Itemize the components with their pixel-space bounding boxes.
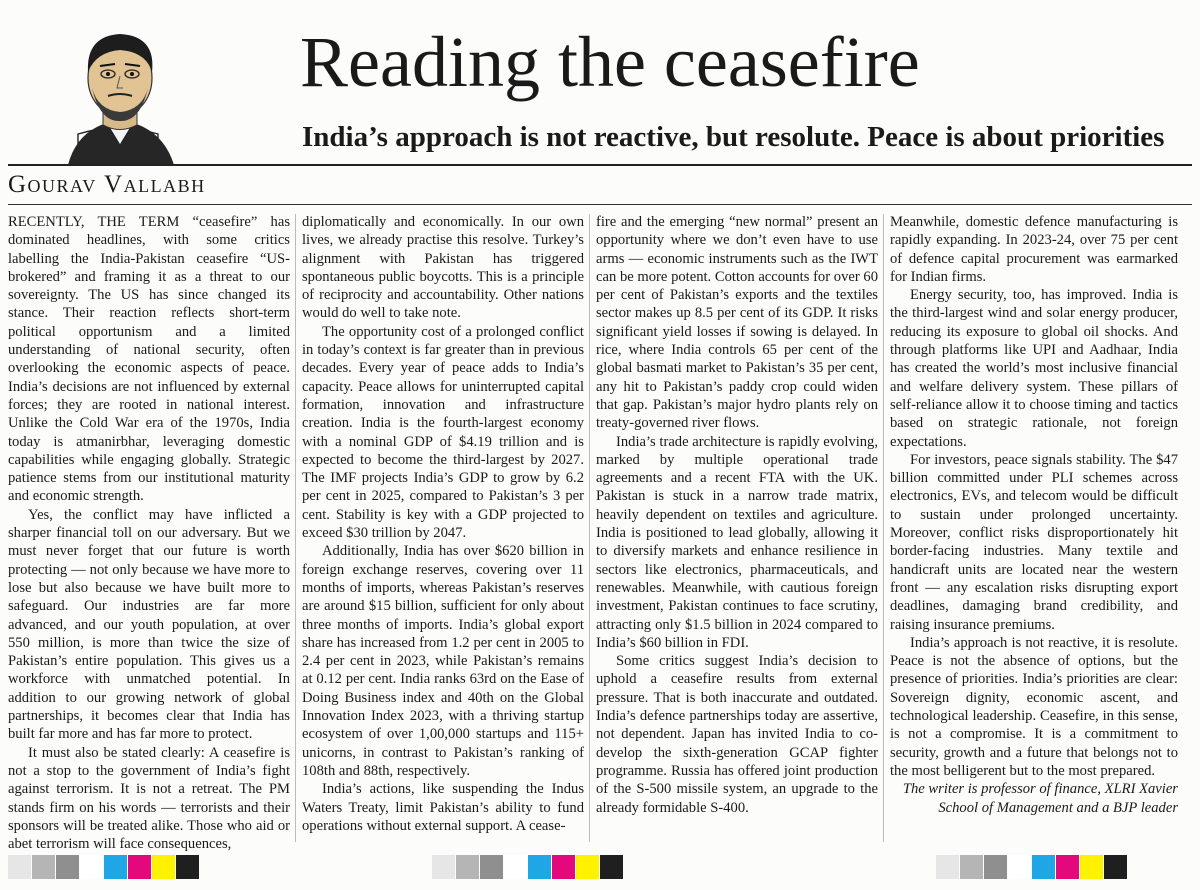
color-swatch	[1080, 855, 1103, 879]
color-swatch	[528, 855, 551, 879]
color-swatch	[984, 855, 1007, 879]
author-portrait-illustration	[8, 22, 233, 165]
paragraph: Additionally, India has over $620 billion in foreign exchange reserves, covering over 11 months of imports, whereas Pakistan’s reserves are around $15 billion, sufficient for only about three months of imports. India’s global export share has increased from 1.2 per cent in 2005 to 2.4 per cent in 2023, while Pakistan’s remains at 0.12 per cent. India ranks 63rd on the Ease of Doing Business index and 40th on the Global Innovation Index 2023, with a thriving startup ecosystem of over 1,00,000 startups and 115+ unicorns, in contrast to Pakistan’s ranking of 108th and 88th, respectively.	[302, 543, 584, 779]
author-credit: The writer is professor of finance, XLRI Xavier School of Management and a BJP leader	[902, 781, 1178, 816]
paragraph: Some critics suggest India’s decision to uphold a ceasefire results from external pressure. That is both inaccurate and outdated. India’s defence partnerships today are assertive, not dependent. Japan has invited India to co-develop the sixth-generation GCAP fighter programme. Russia has offered joint production of the S-500 missile system, an upgrade to the already formidable S-400.	[596, 653, 878, 816]
color-swatch	[480, 855, 503, 879]
color-swatch	[56, 855, 79, 879]
column-2	[302, 213, 584, 853]
lead-in: RECENTLY, THE TERM	[8, 214, 180, 230]
color-swatch	[80, 855, 103, 879]
column-4	[890, 213, 1178, 853]
paragraph: India’s trade architecture is rapidly evolving, marked by multiple operational trade agreements and a recent FTA with the UK. Pakistan is stuck in a narrow trade matrix, heavily dependent on textiles and agriculture. India is positioned to lead globally, allowing it to diversify markets and enhance resilience in sectors like electronics, pharmaceuticals, and renewables. Meanwhile, with cautious foreign investment, Pakistan continues to face scrutiny, attracting only $1.5 billion in 2024 compared to India’s $60 billion in FDI.	[596, 433, 878, 651]
column-divider	[589, 214, 590, 842]
color-swatch	[104, 855, 127, 879]
color-swatch	[1032, 855, 1055, 879]
headline: Reading the ceasefire	[300, 22, 920, 102]
paragraph: For investors, peace signals stability. The $47 billion committed under PLI schemes across electronics, EVs, and telecom would be difficult to sustain under prolonged uncertainty. Moreover, conflict risks disproportionately hit border-facing industries. Many textile and handicraft units are located near the western front — any escalation risks disrupting export deadlines, damaging brand credibility, and raising insurance premiums.	[890, 451, 1178, 633]
color-swatch	[504, 855, 527, 879]
column-divider	[295, 214, 296, 842]
paragraph: fire and the emerging “new normal” present an opportunity where we don’t even have to use arms — economic instruments such as the IWT can be more potent. Cotton accounts for over 60 per cent of Pakistan’s exports and the textiles sector makes up 8.5 per cent of its GDP. It risks significant yield losses if sowing is delayed. In rice, where India controls 65 per cent of the global basmati market to Pakistan’s 35 per cent, any hit to Pakistan’s paddy crop could widen that gap. Pakistan’s major hydro plants rely on treaty-governed river flows.	[596, 214, 878, 432]
color-swatch	[32, 855, 55, 879]
color-swatch	[960, 855, 983, 879]
color-swatch	[152, 855, 175, 879]
byline: Gourav Vallabh	[8, 171, 206, 198]
paragraph: The opportunity cost of a prolonged conflict in today’s context is far greater than in previous decades. Every year of peace adds to India’s capacity. Peace allows for uninterrupted capital formation, innovation and infrastructure creation. India is the fourth-largest economy with a nominal GDP of $4.19 trillion and is expected to become the third-largest by 2027. The IMF projects India’s GDP to grow by 6.2 per cent in 2025, compared to Pakistan’s 3 per cent. Stability is key with a GDP projected to exceed $30 trillion by 2047.	[302, 323, 584, 542]
color-swatch	[600, 855, 623, 879]
paragraph: Yes, the conflict may have inflicted a sharper financial toll on our adversary. But we must never forget that our future is worth protecting — not only because we have more to lose but also because we have built more to safeguard. Our industries are far more advanced, and our youth population, at over 550 million, is more than twice the size of Pakistan’s entire population. This gives us a workforce with unmatched potential. In addition to our growing network of global partnerships, it becomes clear that India has built far more and has far more to protect.	[8, 506, 290, 743]
color-swatch	[8, 855, 31, 879]
paragraph: Energy security, too, has improved. India is the third-largest wind and solar energy producer, reducing its exposure to global oil shocks. And through platforms like UPI and Aadhaar, India has created the world’s most inclusive financial and welfare delivery system. These pillars of self-reliance allow it to choose timing and tactics based on strategic rationale, not foreign expectations.	[890, 287, 1178, 450]
deck-subheadline: India’s approach is not reactive, but resolute. Peace is about priorities	[302, 121, 1165, 153]
print-color-bar	[936, 855, 1127, 879]
paragraph: It must also be stated clearly: A ceasefire is not a stop to the government of India’s fight against terrorism. It is not a retreat. The PM stands firm on his words — terrorists and their sponsors will be treated alike. Those who aid or abet terrorism will face consequences,	[8, 744, 290, 853]
rule-bottom	[8, 204, 1192, 205]
color-swatch	[128, 855, 151, 879]
print-color-bar	[8, 855, 199, 879]
paragraph: RECENTLY, THE TERM “ceasefire” has dominated headlines, with some critics labelling the India-Pakistan ceasefire “US-brokered” and framing it as a threat to our sovereignty. The US has since changed its stance. Their reaction reflects short-term political opportunism and a limited understanding of national security, often overlooking the economic aspects of peace. India’s decisions are not influenced by external forces; they are rooted in national interest. Unlike the Cold War era of the 1970s, India today is atmanirbhar, leveraging domestic capabilities while engaging globally. Strategic patience stems from our institutional maturity and economic strength.	[8, 214, 290, 505]
color-swatch	[1008, 855, 1031, 879]
color-swatch	[552, 855, 575, 879]
color-swatch	[176, 855, 199, 879]
rule-top	[8, 164, 1192, 166]
column-3	[596, 213, 878, 853]
paragraph: Meanwhile, domestic defence manufacturing is rapidly expanding. In 2023-24, over 75 per cent of defence capital procurement was earmarked for Indian firms.	[890, 214, 1178, 285]
print-color-bar	[432, 855, 623, 879]
column-1	[8, 213, 290, 853]
column-divider	[883, 214, 884, 842]
color-swatch	[936, 855, 959, 879]
paragraph: India’s actions, like suspending the Indus Waters Treaty, limit Pakistan’s ability to fund operations without external support. A cease-	[302, 781, 584, 834]
color-swatch	[576, 855, 599, 879]
color-swatch	[1056, 855, 1079, 879]
paragraph: diplomatically and economically. In our own lives, we already practise this resolve. Turkey’s alignment with Pakistan has triggered spontaneous public boycotts. This is a principle of reciprocity and accountability. Other nations would do well to take note.	[302, 214, 584, 322]
color-swatch	[456, 855, 479, 879]
color-swatch	[432, 855, 455, 879]
paragraph: India’s approach is not reactive, it is resolute. Peace is not the absence of options, but the presence of priorities. India’s priorities are clear: Sovereign dignity, economic ascent, and technological leadership. Ceasefire, in this sense, is not a compromise. It is a commitment to security, growth and a future that belongs not to the most belligerent but to the most prepared.	[890, 634, 1178, 779]
color-swatch	[1104, 855, 1127, 879]
